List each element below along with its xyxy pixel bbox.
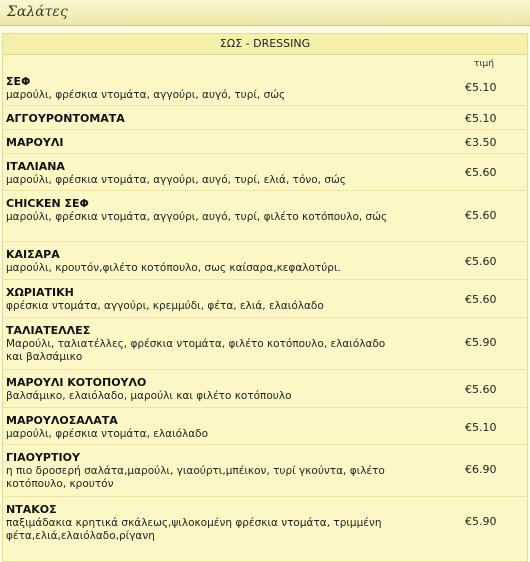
item-price: €5.60 (465, 255, 497, 268)
item-description: μαρούλι, φρέσκια ντομάτα, αγγούρι, αυγό, τυρί, σώς (6, 89, 286, 101)
item-price: €5.10 (465, 112, 497, 125)
item-price: €5.10 (465, 421, 497, 434)
item-name: ΙΤΑΛΙΑΝΑ (6, 160, 65, 173)
item-price: €5.10 (465, 81, 497, 94)
item-name: ΜΑΡΟΥΛΙ ΚΟΤΟΠΟΥΛΟ (6, 376, 147, 389)
item-name: ΧΩΡΙΑΤΙΚΗ (6, 286, 74, 299)
item-description: Μαρούλι, ταλιατέλλες, φρέσκια ντομάτα, φιλέτο κοτόπουλο, ελαιόλαδο και βαλσάμικο (6, 338, 386, 363)
item-name: ΚΑΙΣΑΡΑ (6, 248, 60, 261)
menu-list (3, 70, 527, 549)
item-name: CHICKEN ΣΕΦ (6, 197, 89, 210)
item-name: ΓΙΑΟΥΡΤΙΟΥ (6, 451, 80, 464)
item-price: €5.60 (465, 383, 497, 396)
item-name: ΜΑΡΟΥΛΟΣΑΛΑΤΑ (6, 414, 118, 427)
window-titlebar (0, 0, 530, 26)
menu-item[interactable] (3, 318, 527, 370)
section-header: ΣΩΣ - DRESSING (3, 34, 527, 55)
item-description: μαρούλι, φρέσκια ντομάτα, αγγούρι, αυγό, τυρί, φιλέτο κοτόπουλο, σώς (6, 211, 388, 223)
item-price: €5.90 (465, 515, 497, 528)
item-name: ΣΕΦ (6, 75, 31, 88)
item-price: €5.60 (465, 166, 497, 179)
menu-panel (2, 33, 528, 562)
menu-item[interactable] (3, 70, 527, 106)
menu-item[interactable] (3, 242, 527, 280)
menu-item[interactable] (3, 408, 527, 445)
item-name: ΑΓΓΟΥΡΟΝΤΟΜΑΤΑ (6, 112, 125, 125)
menu-item[interactable] (3, 130, 527, 154)
item-description: μαρούλι, φρέσκια ντομάτα, αγγούρι, αυγό, τυρί, ελιά, τόνο, σώς (6, 174, 346, 186)
menu-item[interactable] (3, 497, 527, 549)
item-description: παξιμάδακια κρητικά σκάλεως,ψιλοκομένη φρέσκια ντομάτα, τριμμένη φέτα,ελιά,ελαιόλαδο,ρίγανη (6, 517, 382, 542)
item-price: €6.90 (465, 463, 497, 476)
item-description: μαρούλι, κρουτόν,φιλέτο κοτόπουλο, σως καίσαρα,κεφαλοτύρι. (6, 262, 341, 274)
menu-item[interactable] (3, 445, 527, 497)
item-description: η πιο δροσερή σαλάτα,μαρούλι, γιαούρτι,μπέικον, τυρί γκούντα, φιλέτο κοτόπουλο, κρουτόν (6, 465, 385, 490)
menu-item[interactable] (3, 106, 527, 130)
item-name: ΤΑΛΙΑΤΕΛΛΕΣ (6, 324, 91, 337)
item-description: φρέσκια ντομάτα, αγγούρι, κρεμμύδι, φέτα, ελιά, ελαιόλαδο (6, 300, 324, 312)
item-description: μαρούλι, φρέσκια ντομάτα, ελαιόλαδο (6, 428, 209, 440)
item-price: €3.50 (465, 136, 497, 149)
menu-item[interactable] (3, 191, 527, 242)
item-name: ΝΤΑΚΟΣ (6, 503, 57, 516)
menu-item[interactable] (3, 370, 527, 408)
price-column-label: τιμή (474, 59, 494, 69)
window-title: Σαλάτες (7, 4, 68, 20)
item-price: €5.60 (465, 293, 497, 306)
item-description: βαλσάμικο, ελαιόλαδο, μαρούλι και φιλέτο κοτόπουλο (6, 390, 292, 402)
menu-item[interactable] (3, 280, 527, 318)
menu-item[interactable] (3, 154, 527, 191)
item-name: ΜΑΡΟΥΛΙ (6, 136, 64, 149)
item-price: €5.60 (465, 209, 497, 222)
item-price: €5.90 (465, 336, 497, 349)
